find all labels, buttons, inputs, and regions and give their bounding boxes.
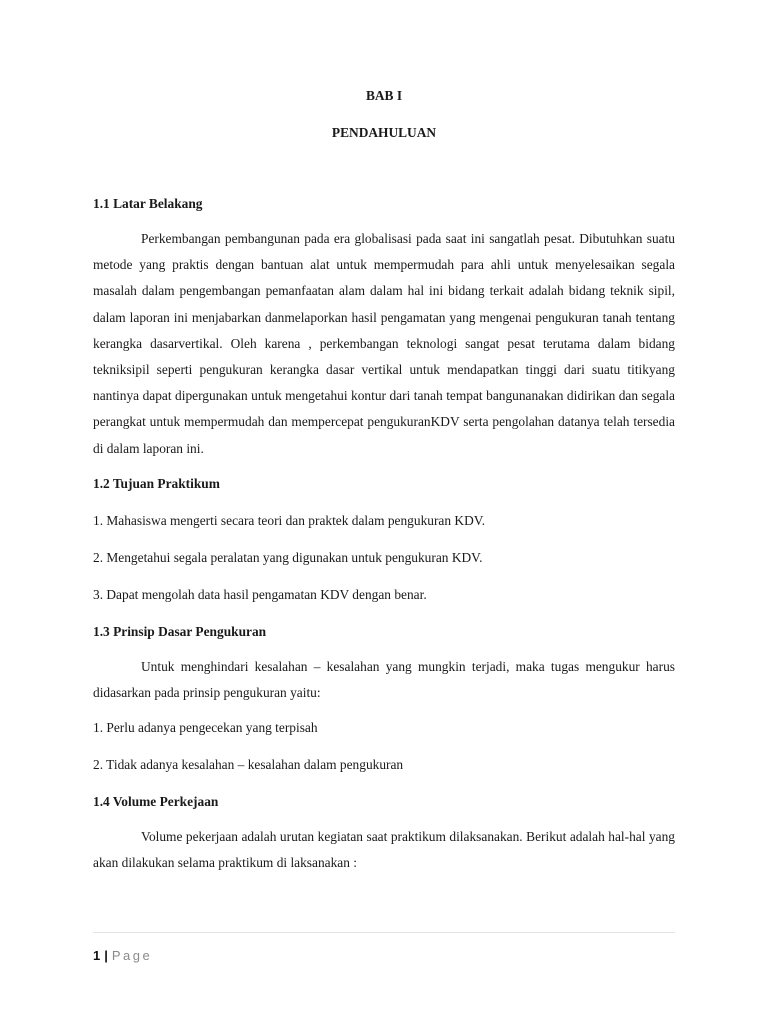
chapter-number: BAB I xyxy=(365,88,403,103)
list-item: 3. Dapat mengolah data hasil pengamatan KDV dengan benar. xyxy=(93,586,427,602)
footer-separator: | xyxy=(104,948,108,963)
list-item: 1. Mahasiswa mengerti secara teori dan praktek dalam pengukuran KDV. xyxy=(93,512,486,528)
list-item: 2. Mengetahui segala peralatan yang digunakan untuk pengukuran KDV. xyxy=(93,549,483,565)
section-heading-latar-belakang: 1.1 Latar Belakang xyxy=(93,196,203,211)
section-heading-prinsip-dasar: 1.3 Prinsip Dasar Pengukuran xyxy=(93,623,267,639)
page-number: 1 xyxy=(93,948,101,963)
list-item: 1. Perlu adanya pengecekan yang terpisah xyxy=(93,720,318,736)
chapter-title: PENDAHULUAN xyxy=(331,125,437,140)
paragraph-prinsip-dasar: Untuk menghindari kesalahan – kesalahan yang mungkin terjadi, maka tugas mengukur harus didasarkan pada prinsip pengukuran yaitu: xyxy=(93,658,675,701)
paragraph-volume-pekerjaan: Volume pekerjaan adalah urutan kegiatan saat praktikum dilaksanakan. Berikut adalah hal-hal yang akan dilakukan selama praktikum di laksanakan : xyxy=(93,829,675,871)
page-content xyxy=(93,86,675,877)
page-footer xyxy=(93,946,152,966)
page-label: Page xyxy=(111,948,153,963)
section-heading-volume-pekerjaan: 1.4 Volume Perkejaan xyxy=(93,794,219,810)
list-item: 2. Tidak adanya kesalahan – kesalahan dalam pengukuran xyxy=(93,757,404,773)
footer-divider xyxy=(93,932,675,933)
section-heading-tujuan-praktikum: 1.2 Tujuan Praktikum xyxy=(93,475,220,491)
paragraph-latar-belakang: Perkembangan pembangunan pada era globalisasi pada saat ini sangatlah pesat. Dibutuhkan suatu metode yang praktis dengan bantuan alat untuk mempermudah para ahli untuk menyelesaikan segala masalah dalam pengembangan pemanfaatan alam dalam hal ini bidang terkait adalah bidang teknik sipil, dalam laporan ini menjabarkan danmelaporkan hasil pengamatan yang mengenai pengukuran tanah tentang kerangka dasarvertikal. Oleh karena , perkembangan teknologi sangat pesat terutama dalam bidang tekniksipil seperti pengukuran kerangka dasar vertikal untuk mendapatkan tinggi dari suatu titikyang nantinya dapat dipergunakan untuk mengetahui kontur dari tanah tempat bangunanakan didirikan dan segala perangkat untuk mempermudah dan mempercepat pengukuranKDV serta pengolahan datanya telah tersedia di dalam laporan ini. xyxy=(93,231,675,456)
